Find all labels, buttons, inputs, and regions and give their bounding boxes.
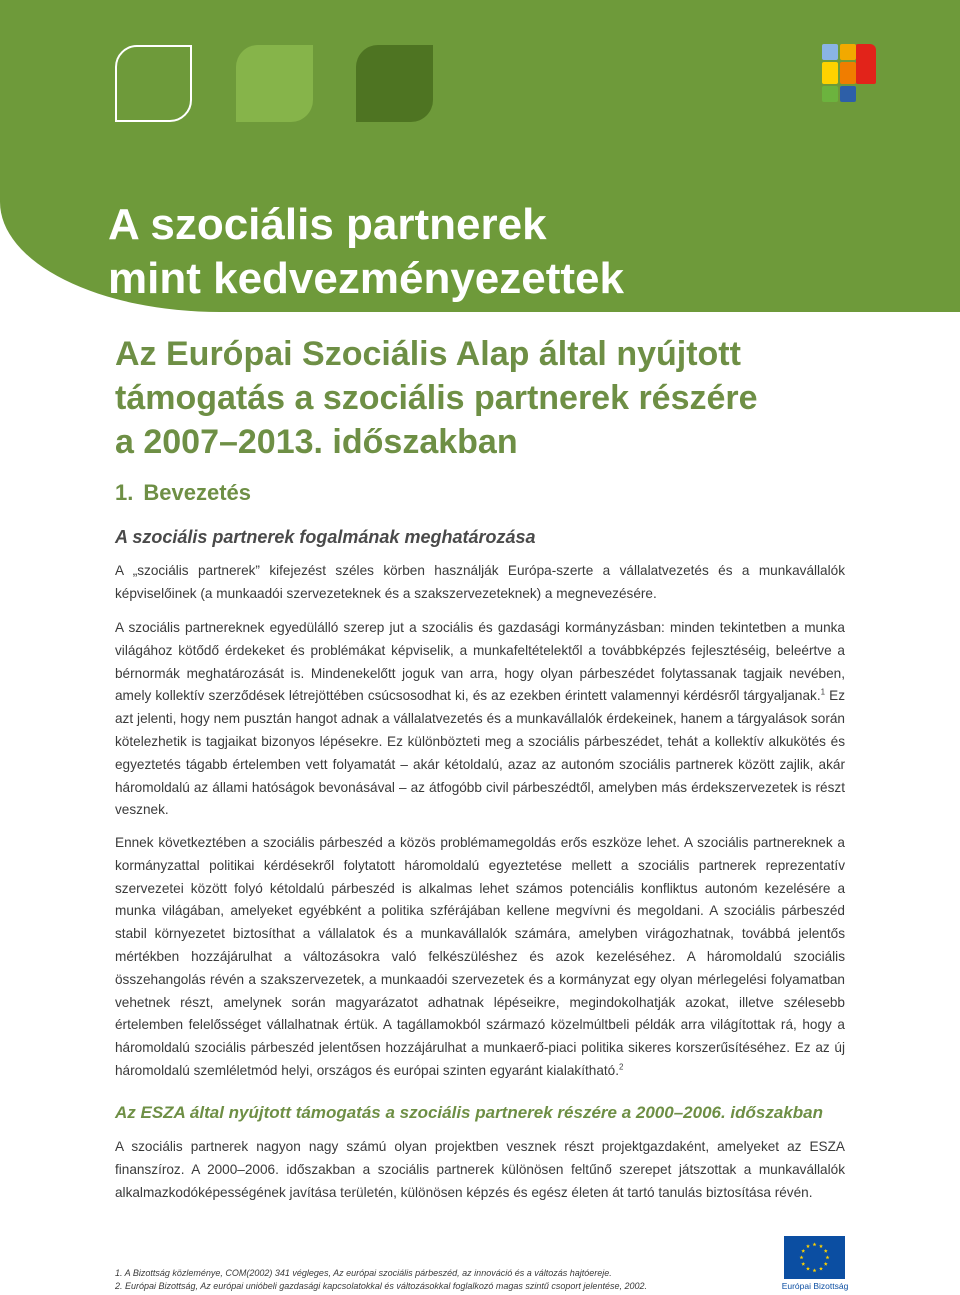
eu-star (813, 1268, 817, 1272)
paragraph-dialogue-text: Ennek következtében a szociális párbeszéd a közös problémamegoldás erős eszköze lehet. A szociális partnereknek a kormányzattal politikai kérdésekről folytatott háromoldalú egyeztetése mellett a szociális partnerek reprezentatív szervezetei között folyó kétoldalú párbeszéd is alkalmas lehet számos potenciális konfliktus autonóm kezelésére a munka világában, amelyeket egyébként a politika szférájában kellene megvívni és megoldani. A szociális párbeszéd stabil környezetet biztosíthat a vállalatok és a munkavállalók számára, amelyben virágozhatnak, továbbá jelentős mértékben hozzájárulhat a változásokra való felkészüléshez és azok kezeléséhez. A háromoldalú szociális összehangolás révén a szakszervezetek, a munkaadói szervezetek és a kormányzat egy olyan mérlegelési folyamatban vehetnek részt, amelynek során magyarázatot adhatnak lépéseikre, megindokolhatják azokat, illetve szélesebb értelemben felelősséget vállalhatnak értük. A tagállamokból származó közelmúltbeli példák arra világítottak rá, hogy a háromoldalú szociális párbeszéd jelentősen hozzájárulhat a munkaerő-piaci politika sikeres korszerűsítéséhez. Ez az új háromoldalú szemléletmód helyi, országos és európai szinten egyaránt kialakítható. (115, 835, 845, 1078)
eu-star (824, 1262, 828, 1266)
eu-stars-icon (784, 1236, 845, 1279)
light-green-leaf-tile (236, 45, 313, 122)
eu-commission-label: Európai Bizottság (781, 1281, 849, 1291)
paragraph-role (115, 617, 845, 822)
dark-green-leaf-tile (356, 45, 433, 122)
section-heading (115, 478, 251, 508)
eu-star (806, 1244, 810, 1248)
outline-leaf-tile (115, 45, 192, 122)
eu-star (824, 1249, 828, 1253)
paragraph-role-part2: Ez azt jelenti, hogy nem pusztán hangot adnak a vállalatvezetés és a munkavállalók érdekeinek, hanem a tárgyalások során kötelezhetik is tagjaikat bizonyos lépésekre. Ez különbözteti meg a szociális párbeszédet, tehát a kollektív alkukötés és egyeztetés tágabb értelemben vett folyamatát – akár kétoldalú, azaz az autonóm szociális partnerek között zajlik, akár háromoldalú az állami hatóságok bevonásával – az átfogóbb civil párbeszédtől, amelyben más érdekszervezetek is részt vesznek. (115, 688, 845, 818)
footnote-ref-2: 2 (619, 1062, 624, 1072)
section-title: Bevezetés (143, 480, 251, 505)
title-line-2: mint kedvezményezettek (108, 254, 624, 303)
eu-star (819, 1267, 823, 1271)
eu-star (826, 1255, 830, 1259)
eu-star (813, 1242, 817, 1246)
subtitle-line-3: a 2007–2013. időszakban (115, 423, 518, 461)
section-number: 1. (115, 480, 134, 505)
footnotes (115, 1267, 647, 1293)
subtitle (115, 332, 758, 464)
eu-star (819, 1244, 823, 1248)
paragraph-role-part1: A szociális partnereknek egyedülálló szerep jut a szociális és gazdasági kormányzásban: minden tekintetben a munka világához kötődő érdekeket és problémákat képviselik, a munkafeltételektől a továbbképzés fejlesztéséig, beleértve a bérnormák meghatározását is. Mindenekelőtt joguk van arra, hogy olyan párbeszédet folytassanak tagjaik nevében, amely kollektív szerződések létrejöttében csúcsosodhat ki, és az ezekben érintett valamennyi kérdésről tárgyaljanak. (115, 620, 845, 704)
footnote-2: 2. Európai Bizottság, Az európai unióbeli gazdasági kapcsolatokkal és változásokkal foglalkozó magas szintű csoport jelentése, 2002. (115, 1281, 647, 1291)
eu-star (800, 1255, 804, 1259)
paragraph-esf-support: A szociális partnerek nagyon nagy számú olyan projektben vesznek részt projektgazdaként, amelyeket az ESZA finanszíroz. A 2000–2006. időszakban a szociális partnerek különösen feltűnő szerepet játszottak a munkavállalók alkalmazkodóképességének javítása területén, különösen képzés és egész életen át tartó tanulás biztosítása révén. (115, 1139, 845, 1200)
footnote-ref-1: 1 (820, 687, 826, 697)
esf-support-heading: Az ESZA által nyújtott támogatás a szociális partnerek részére a 2000–2006. időszakban (115, 1103, 823, 1122)
esf-logo-icon (822, 44, 876, 102)
paragraph-definition: A „szociális partnerek” kifejezést széles körben használják Európa-szerte a vállalatvezetés és a munkavállalók képviselőinek (a munkaadói szervezeteknek és a szakszervezeteknek) a megnevezésére. (115, 563, 845, 601)
definition-subheading: A szociális partnerek fogalmának meghatározása (115, 527, 536, 547)
eu-star (806, 1267, 810, 1271)
subtitle-line-1: Az Európai Szociális Alap által nyújtott (115, 335, 741, 373)
title-line-1: A szociális partnerek (108, 200, 547, 249)
eu-flag-icon (784, 1236, 845, 1279)
eu-star (801, 1249, 805, 1253)
footnote-1: 1. A Bizottság közleménye, COM(2002) 341 végleges, Az európai szociális párbeszéd, az innováció és a változás hajtóereje. (115, 1268, 612, 1278)
eu-star (801, 1262, 805, 1266)
paragraph-dialogue (115, 832, 845, 1083)
subtitle-line-2: támogatás a szociális partnerek részére (115, 379, 758, 417)
page-title (108, 198, 624, 306)
